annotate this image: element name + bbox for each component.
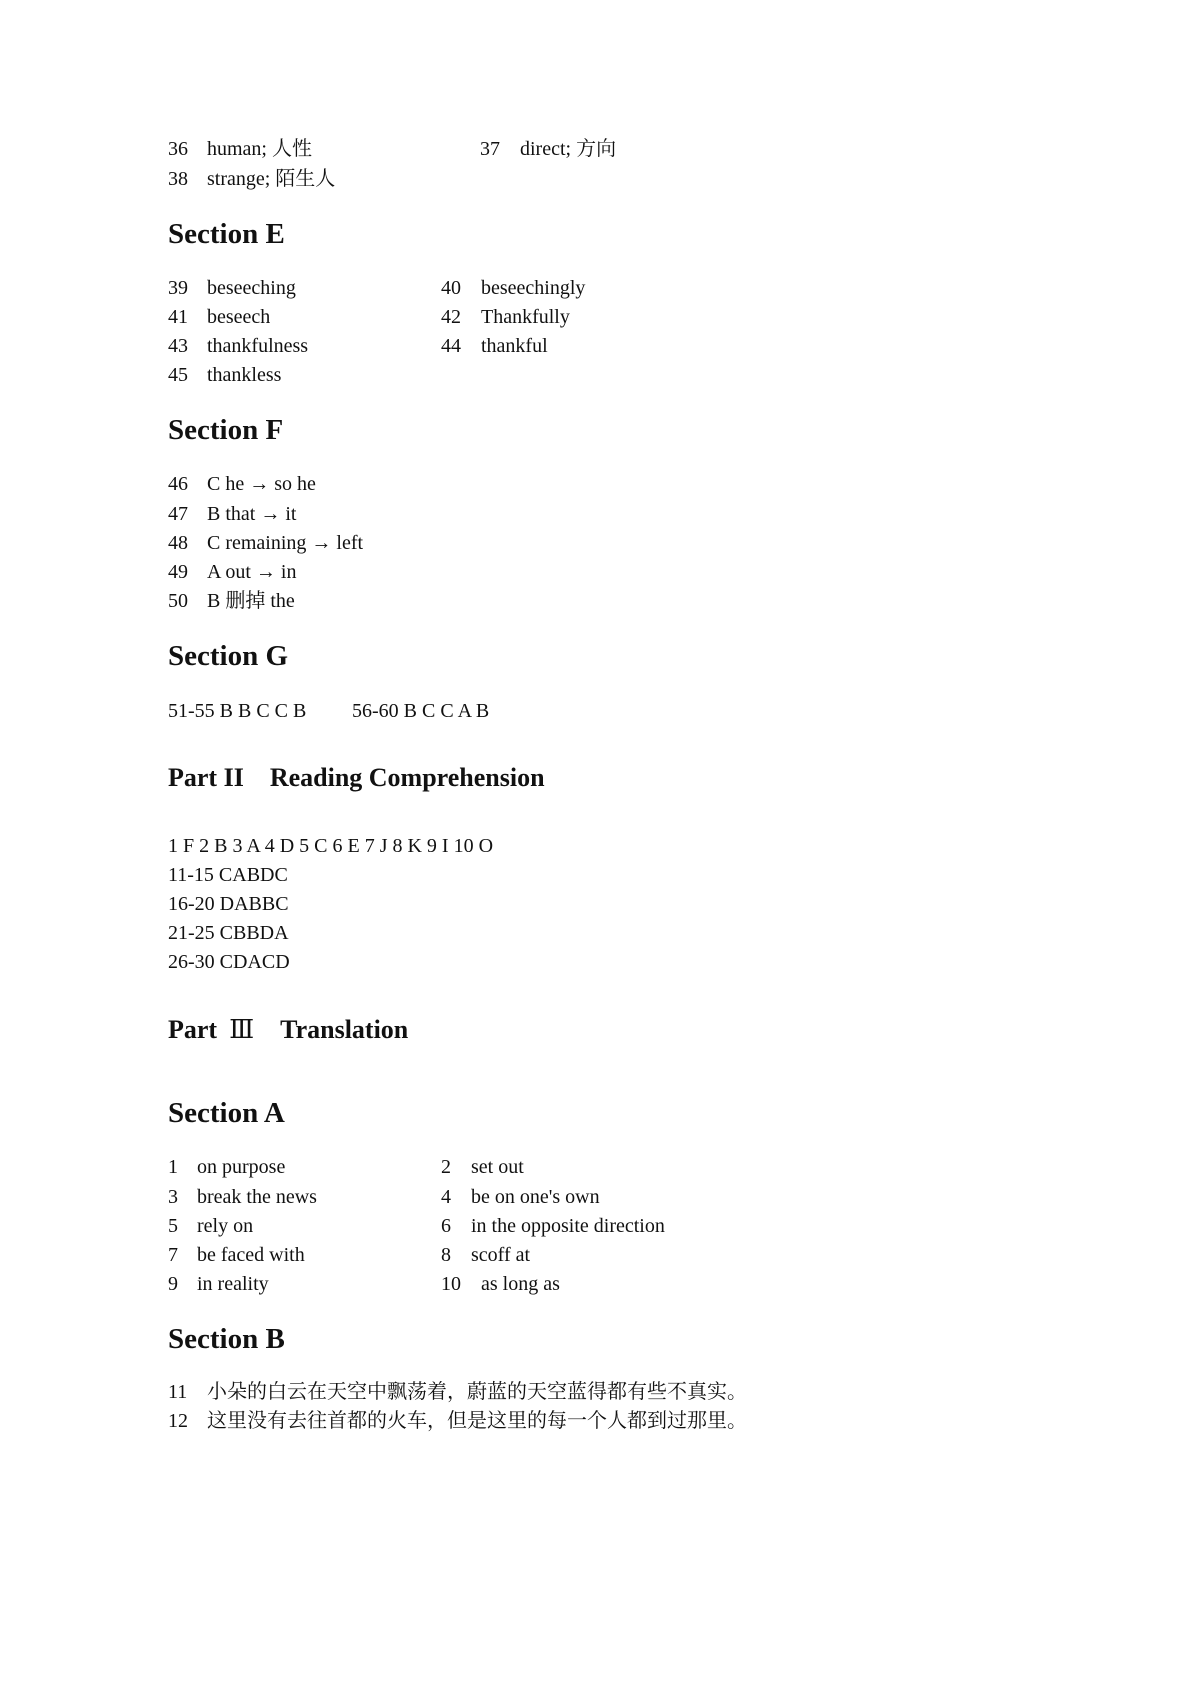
item-number: 8 [441, 1244, 451, 1266]
item-number: 1 [168, 1156, 178, 1178]
answer-item [168, 1409, 747, 1433]
item-answer: strange; 陌生人 [207, 168, 336, 190]
item-answer: direct; 方向 [520, 138, 617, 160]
answer-item [168, 1272, 269, 1296]
item-answer: scoff at [471, 1244, 531, 1266]
item-answer: beseeching [207, 277, 296, 299]
part-title: Translation [280, 1015, 409, 1044]
item-answer: Thankfully [481, 306, 570, 328]
item-number: 12 [168, 1410, 188, 1432]
answer-item [168, 560, 296, 584]
answer-item [168, 137, 312, 161]
section-f-heading: Section F [168, 414, 284, 446]
item-answer: C he → so he [207, 473, 316, 495]
item-number: 5 [168, 1215, 178, 1237]
roman-numeral: Ⅲ [229, 1015, 255, 1045]
item-answer: set out [471, 1156, 524, 1178]
item-answer: 这里没有去往首都的火车，但是这里的每一个人都到过那里。 [207, 1410, 747, 1432]
answer-item [441, 305, 570, 329]
item-number: 39 [168, 277, 188, 299]
item-answer: in the opposite direction [471, 1215, 665, 1237]
answer-item [441, 1155, 524, 1179]
item-answer: thankless [207, 364, 282, 386]
answer-item [480, 137, 616, 161]
answer-line: 1 F 2 B 3 A 4 D 5 C 6 E 7 J 8 K 9 I 10 O [168, 835, 494, 857]
item-number: 42 [441, 306, 461, 328]
answer-item [168, 502, 296, 526]
answer-item [168, 276, 296, 300]
answer-item [168, 472, 316, 496]
section-b-heading: Section B [168, 1323, 285, 1355]
answer-line: 26-30 CDACD [168, 951, 290, 973]
answer-line: 16-20 DABBC [168, 893, 289, 915]
item-answer: be on one's own [471, 1186, 600, 1208]
item-answer: B 删掉 the [207, 590, 295, 612]
answer-line: 21-25 CBBDA [168, 922, 289, 944]
answer-item [168, 589, 295, 613]
item-answer: C remaining → left [207, 532, 364, 554]
item-answer: as long as [481, 1273, 560, 1295]
item-answer: in reality [197, 1273, 269, 1295]
item-number: 49 [168, 561, 188, 583]
item-number: 10 [441, 1273, 461, 1295]
answer-item [168, 1185, 317, 1209]
section-e-heading: Section E [168, 218, 285, 250]
item-number: 37 [480, 138, 500, 160]
section-g-heading: Section G [168, 640, 289, 672]
item-number: 11 [168, 1381, 188, 1403]
item-number: 50 [168, 590, 188, 612]
answer-item [441, 334, 548, 358]
section-a-heading: Section A [168, 1097, 285, 1129]
item-number: 38 [168, 168, 188, 190]
answer-item [168, 305, 270, 329]
item-answer: on purpose [197, 1156, 286, 1178]
item-answer: beseechingly [481, 277, 586, 299]
answer-item [168, 1155, 285, 1179]
answer-item [168, 531, 363, 555]
item-number: 2 [441, 1156, 451, 1178]
item-number: 45 [168, 364, 188, 386]
answer-item [168, 363, 281, 387]
item-answer: beseech [207, 306, 271, 328]
part-2-heading: Part II Reading Comprehension [168, 763, 545, 792]
answer-line: 11-15 CABDC [168, 864, 288, 886]
item-answer: rely on [197, 1215, 254, 1237]
answer-item [168, 1380, 747, 1404]
item-number: 40 [441, 277, 461, 299]
answer-item [441, 1214, 665, 1238]
item-number: 41 [168, 306, 188, 328]
item-number: 44 [441, 335, 461, 357]
item-answer: break the news [197, 1186, 317, 1208]
item-number: 4 [441, 1186, 451, 1208]
item-number: 3 [168, 1186, 178, 1208]
item-answer: be faced with [197, 1244, 305, 1266]
answer-item [168, 1214, 253, 1238]
item-number: 43 [168, 335, 188, 357]
answer-range-right: 56-60 B C C A B [352, 700, 490, 722]
item-answer: human; 人性 [207, 138, 312, 160]
answer-item [441, 1272, 560, 1296]
answer-item [168, 1243, 305, 1267]
answer-item [168, 167, 335, 191]
item-answer: thankfulness [207, 335, 309, 357]
answer-item [168, 334, 308, 358]
part-label: Part [168, 1015, 218, 1044]
item-number: 48 [168, 532, 188, 554]
item-number: 6 [441, 1215, 451, 1237]
item-answer: thankful [481, 335, 548, 357]
part-3-heading [168, 1015, 408, 1045]
item-number: 7 [168, 1244, 178, 1266]
answer-range-left: 51-55 B B C C B [168, 700, 307, 722]
item-number: 46 [168, 473, 188, 495]
item-answer: A out → in [207, 561, 297, 583]
item-number: 47 [168, 503, 188, 525]
item-answer: 小朵的白云在天空中飘荡着，蔚蓝的天空蓝得都有些不真实。 [207, 1381, 747, 1403]
answer-item [441, 1243, 530, 1267]
item-answer: B that → it [207, 503, 297, 525]
answer-item [441, 1185, 600, 1209]
answer-item [441, 276, 585, 300]
item-number: 36 [168, 138, 188, 160]
item-number: 9 [168, 1273, 178, 1295]
